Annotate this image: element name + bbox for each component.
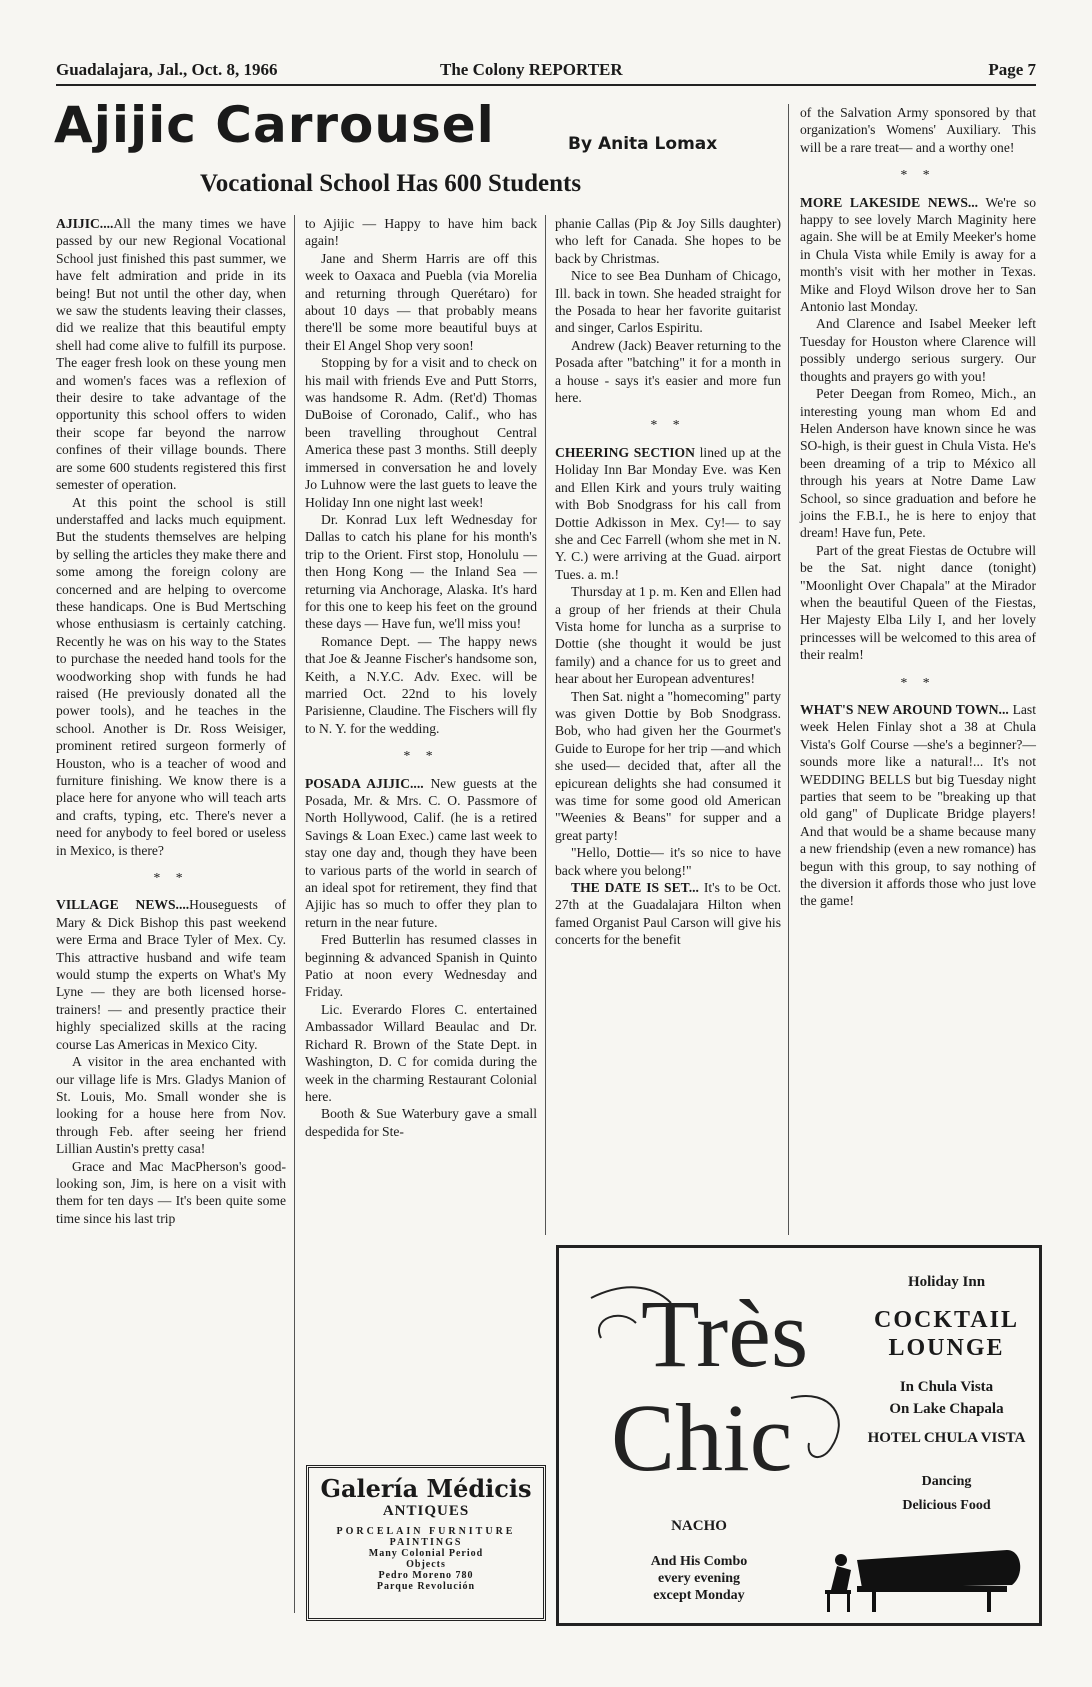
paragraph: Grace and Mac MacPherson's good-looking son, Jim, is here on a visit with them for ten days — It's been quite some time since his last trip [56, 1158, 286, 1226]
paragraph: AJIJIC....All the many times we have passed by our new Regional Vocational School just finished this past summer, we have felt admiration and pride in its being! But not until the other day, when we saw the students leaving their classes, did we realize that this beautiful empty shell had come alive to fulfill its purpose. The eager fresh look on these young men and women's faces was a reflexion of their desire to take advantage of the opportunity this school offers to widen their scope far beyond the narrow confines of their village bounds. There are some 600 students registered this first semester of operation. [56, 216, 286, 493]
column-rule [545, 215, 546, 1235]
column-rule [294, 215, 295, 1613]
column-2 [305, 215, 537, 1140]
paragraph: POSADA AJIJIC.... New guests at the Posada, Mr. & Mrs. C. O. Passmore of North Hollywood, Calif. (he is a retired Savings & Loan Exec.) came last week to stay one day and, though they have been to various parts of the world in search of an ideal spot for retirement, they find that Ajijic has so much to offer they plan to return in the near future. [305, 775, 537, 930]
ad-line: Many Colonial Period [368, 1548, 484, 1559]
paragraph: And Clarence and Isabel Meeker left Tuesday for Houston where Clarence will possibly undergo serious surgery. Our thoughts and prayers go with you! [800, 316, 1036, 384]
paragraph: phanie Callas (Pip & Joy Sills daughter) who left for Canada. She hopes to be back by Christmas. [555, 216, 781, 266]
tres-chic-logo [581, 1278, 871, 1478]
location-lines: In Chula Vista On Lake Chapala [889, 1379, 1004, 1417]
page-number: Page 7 [988, 60, 1036, 79]
paragraph: Lic. Everardo Flores C. entertained Ambassador Willard Beaulac and Dr. Richard R. Brown of the State Dept. in Washington, D. C for comida during the week in the charming Restaurant Colonial here. [305, 1001, 537, 1104]
logo-word-tres: Très [641, 1280, 809, 1387]
separator-stars: * * [900, 674, 936, 690]
paragraph: Booth & Sue Waterbury gave a small despedida for Ste- [305, 1106, 537, 1139]
ad-line: Parque Revolución [376, 1581, 476, 1592]
ad-line: PAINTINGS [389, 1537, 463, 1548]
paragraph: Stopping by for a visit and to check on his mail with friends Eve and Putt Storrs, was handsome R. Adm. (Ret'd) Thomas DuBoise of Coronado, Calif., who has been travelling throughout Central America these past 3 months. Still deeply immersed in conversation he and lovely Jo Luhnow were the last guets to leave the Holiday Inn one night last week! [305, 355, 537, 510]
holiday-inn-label: Holiday Inn [907, 1274, 986, 1290]
article-byline: By Anita Lomax [568, 134, 718, 154]
paragraph: THE DATE IS SET... It's to be Oct. 27th at the Guadalajara Hilton when famed Organist Paul Carson will give his concerts for the benefit [555, 880, 781, 948]
ad-line: Objects [406, 1559, 446, 1570]
paragraph: WHAT'S NEW AROUND TOWN... Last week Helen Finlay shot a 38 at Chula Vista's Golf Course —she's a beginner?— sounds more like a natural!... It's not WEDDING BELLS but big Tuesday night parties that seem to be "breaking up that old gang" of Duplicate Bridge players! And that would be a shame because many a new friendship (even a new romance) has begun with this group, to say nothing of the diversion it affords those who just love the game! [800, 702, 1036, 909]
galeria-medicis-ad [306, 1465, 546, 1621]
paragraph: VILLAGE NEWS....Houseguests of Mary & Dick Bishop this past weekend were Erma and Brace Tyler of Mex. Cy. This attractive husband and wife team would stump the experts on What's My Lyne — they are both licensed horse-trainers! — and presently practice their highly specialized skills at the racing course Las Americas in Mexico City. [56, 897, 286, 1052]
column-4 [800, 104, 1036, 910]
paragraph: Part of the great Fiestas de Octubre will be the Sat. night dance (tonight) "Moonlight Over Chapala" at the Mirador when the beautiful Queen of the Fiestas, Her Majesty Elba Lily I, and her lovely princesses will be welcomed to this area of their realm! [800, 542, 1036, 663]
paragraph: Peter Deegan from Romeo, Mich., an interesting young man whom Ed and Helen Anderson have known since he was SO-high, is their guest in Chula Vista. He's been dreaming of a trip to México all through his years at Notre Dame Law School, so since graduation and before he joins the F.B.I., he is here to enjoy that dream! Have fun, Pete. [800, 386, 1036, 541]
issue-date: Guadalajara, Jal., Oct. 8, 1966 [56, 60, 278, 79]
article-title: Ajijic Carrousel [54, 96, 495, 154]
separator-stars: * * [650, 417, 686, 433]
paragraph: to Ajijic — Happy to have him back again! [305, 216, 537, 249]
separator-stars: * * [900, 167, 936, 183]
masthead [56, 58, 1036, 86]
paragraph: Andrew (Jack) Beaver returning to the Posada after "batching" it for a month in a house - says it's easier and more fun here. [555, 337, 781, 406]
paragraph: Nice to see Bea Dunham of Chicago, Ill. back in town. She headed straight for the Posada to hear her favorite guitarist and singer, Carlos Espiritu. [555, 268, 781, 336]
paragraph: Then Sat. night a "homecoming" party was given Dottie by Bob Snodgrass. Bob, who had given her the Gourmet's Guide to Europe for her trip —and which she used— decided that, after all the epicurean delights she had consumed it was time for some good old American "Weenies & Beans" for supper and a great party! [555, 688, 781, 843]
piano-illustration [817, 1530, 1027, 1614]
ad-line: Pedro Moreno 780 [378, 1570, 474, 1581]
paragraph: Fred Butterlin has resumed classes in beginning & advanced Spanish in Quinto Patio at noon every Wednesday and Friday. [305, 932, 537, 1000]
column-rule [788, 104, 789, 1235]
paragraph: MORE LAKESIDE NEWS... We're so happy to see lovely March Maginity here again. She will be at Emily Meeker's home in Chula Vista while Emily is away for a month's visit with her mother in Texas. Mike and Floyd Wilson drove her to San Antonio last Monday. [800, 194, 1037, 315]
paragraph: Dr. Konrad Lux left Wednesday for Dallas to catch his plane for his month's trip to the Orient. First stop, Honolulu — then Hong Kong — the Inland Sea — returning via Anchorage, Alaska. It's hard for this one to keep his feet on the ground these days — Have fun, we'll miss you! [305, 511, 537, 632]
logo-flourish [791, 1396, 839, 1457]
logo-word-chic: Chic [611, 1384, 793, 1478]
paragraph: "Hello, Dottie— it's so nice to have back where you belong!" [555, 845, 781, 878]
holiday-inn-ad [556, 1245, 1042, 1626]
performer-schedule: And His Combo every evening except Monday [650, 1554, 748, 1603]
article-subtitle: Vocational School Has 600 Students [200, 170, 582, 197]
newspaper-name: The Colony REPORTER [440, 60, 623, 79]
paragraph: Romance Dept. — The happy news that Joe & Jeanne Fischer's handsome son, Keith, a N.Y.C. Adv. Exec. will be married Oct. 22nd to his lovely Parisienne, Claudine. The Fischers will fly to N. Y. for the wedding. [305, 633, 537, 736]
separator-stars: * * [403, 748, 439, 764]
cocktail-lounge-title: COCKTAIL LOUNGE [874, 1307, 1019, 1361]
paragraph: Jane and Sherm Harris are off this week to Oaxaca and Puebla (via Morelia and returning through Querétaro) for about 10 days — that probably means there'll be some more beautiful buys at their El Angel Shop very soon! [305, 250, 537, 353]
paragraph: At this point the school is still understaffed and lacks much equipment. But the students themselves are helping by selling the articles they make there and some among the foreign colony are concerned and are helping to overcome these handicaps. One is Bud Mertsching whose enthusiasm is certainly catching. Recently he was on his way to the States to purchase the needed hand tools for the woodworking shop with funds he had raised (He previously donated all the power tools), and he teaches in the school. Another is Dr. Ross Weisiger, prominent retired surgeon formerly of Houston, who is a teacher of wood and furniture finishing. We know there is a place here for anyone who will teach arts and crafts, typing, etc. There's never a need for anybody to feel bored or useless in Mexico, is there? [56, 494, 286, 858]
column-3 [555, 215, 781, 949]
gallery-name: Galería Médicis [320, 1474, 532, 1503]
column-1 [56, 215, 286, 1227]
ad-line: ANTIQUES [382, 1503, 470, 1519]
paragraph: CHEERING SECTION lined up at the Holiday Inn Bar Monday Eve. was Ken and Ellen Kirk and yours truly waiting with Bob Snodgrass for his call from Dottie Adkisson in Mex. Cy!— to say she and Cec Farrell (whom she met in N. Y. C.) were arriving at the Guad. airport Tues. a. m.! [555, 444, 781, 582]
paragraph: of the Salvation Army sponsored by that organization's Womens' Auxiliary. This will be a rare treat— and a worthy one! [800, 105, 1036, 155]
hotel-chula-vista: HOTEL CHULA VISTA [867, 1430, 1026, 1446]
paragraph: A visitor in the area enchanted with our village life is Mrs. Gladys Manion of St. Louis, Mo. Small wonder she is looking for a house here from Nov. through Feb. after seeing her friend Lillian Austin's pretty casa! [56, 1054, 286, 1157]
separator-stars: * * [153, 870, 189, 886]
performer-name: NACHO [671, 1518, 727, 1534]
amenities: Dancing Delicious Food [902, 1474, 991, 1513]
ad-line: PORCELAIN FURNITURE [336, 1526, 516, 1537]
paragraph: Thursday at 1 p. m. Ken and Ellen had a group of her friends at their Chula Vista home for luncha as a surprise to Dottie (she thought it would be just family) and a chance for us to greet and hear about her European adventures! [555, 584, 781, 687]
